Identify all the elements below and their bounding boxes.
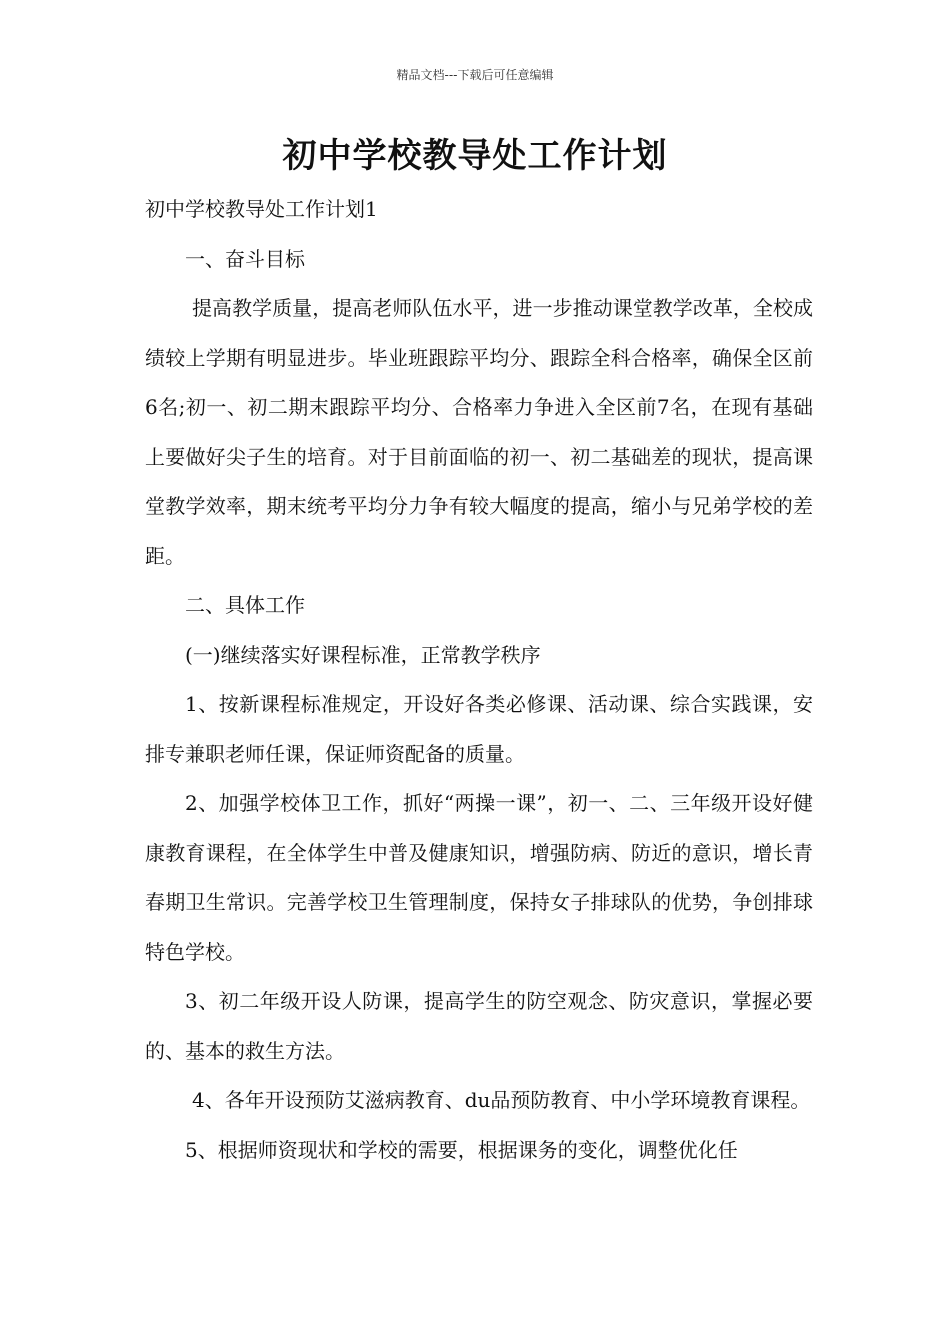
list-item-4: 4、各年开设预防艾滋病教育、du品预防教育、中小学环境教育课程。 bbox=[192, 1088, 811, 1112]
paragraph-goals: 提高教学质量，提高老师队伍水平，进一步推动课堂教学改革，全校成绩较上学期有明显进步。毕业班跟踪平均分、跟踪全科合格率，确保全区前6名;初一、初二期末跟踪平均分、合格率力争进入全区前7名，在现有基础上要做好尖子生的培育。对于目前面临的初一、初二基础差的现状，提高课堂教学效率，期末统考平均分力争有较大幅度的提高，缩小与兄弟学校的差距。 bbox=[145, 296, 813, 568]
list-item-3: 3、初二年级开设人防课，提高学生的防空观念、防灾意识，掌握必要的、基本的救生方法。 bbox=[145, 989, 813, 1063]
page-header: 精品文档---下载后可任意编辑 bbox=[396, 68, 554, 82]
list-item-5: 5、根据师资现状和学校的需要，根据课务的变化，调整优化任 bbox=[185, 1137, 738, 1162]
document-subtitle: 初中学校教导处工作计划1 bbox=[145, 197, 378, 221]
list-item-2: 2、加强学校体卫工作，抓好“两操一课”，初一、二、三年级开设好健康教育课程，在全体学生中普及健康知识，增强防病、防近的意识，增长青春期卫生常识。完善学校卫生管理制度，保持女子排球队的优势，争创排球特色学校。 bbox=[145, 791, 813, 964]
subsection-heading-curriculum: (一)继续落实好课程标准，正常教学秩序 bbox=[185, 642, 541, 667]
document-title: 初中学校教导处工作计划 bbox=[282, 136, 668, 176]
section-heading-work: 二、具体工作 bbox=[185, 593, 305, 617]
section-heading-goals: 一、奋斗目标 bbox=[185, 246, 305, 271]
list-item-1: 1、按新课程标准规定，开设好各类必修课、活动课、综合实践课，安排专兼职老师任课，保证师资配备的质量。 bbox=[145, 692, 813, 766]
document-body bbox=[145, 185, 813, 1175]
